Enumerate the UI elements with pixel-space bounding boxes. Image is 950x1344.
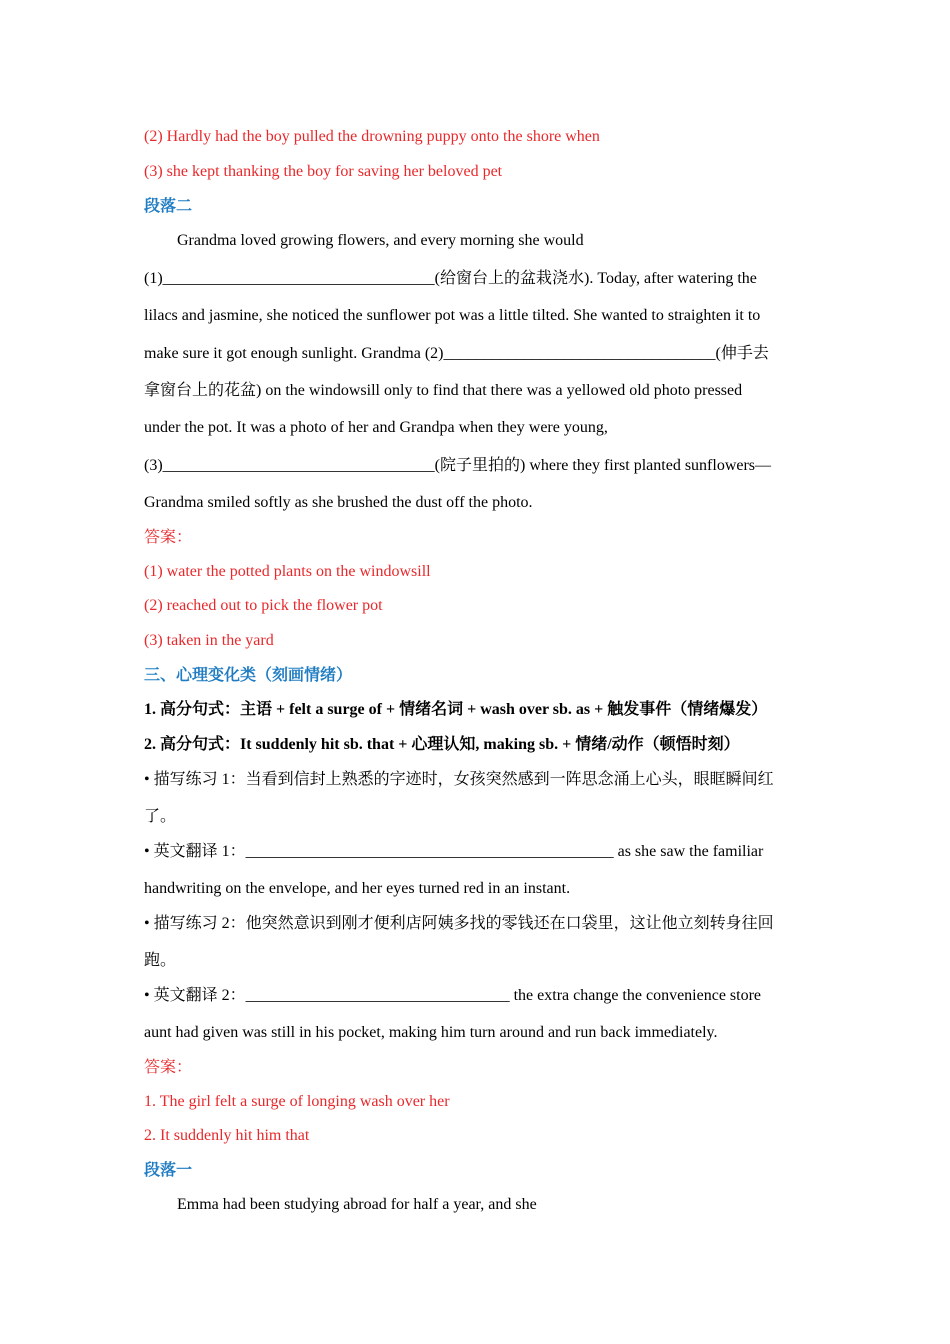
exercise-line: 了。: [144, 808, 177, 825]
answer-label: 答案：: [144, 1059, 193, 1076]
para2-text-line: lilacs and jasmine, she noticed the sunflower pot was a little tilted. She wanted to straighten it to: [144, 307, 761, 324]
translation-line: • 英文翻译 1：______________________________________________ as she saw the familiar: [144, 843, 764, 860]
section-heading-3: 三、心理变化类（刻画情绪）: [144, 667, 353, 684]
answer-line-3: (3) she kept thanking the boy for saving her beloved pet: [144, 163, 503, 180]
para2-text-line: under the pot. It was a photo of her and Grandpa when they were young,: [144, 419, 608, 436]
translation-line: handwriting on the envelope, and her eyes turned red in an instant.: [144, 880, 571, 897]
para1-text-line: Emma had been studying abroad for half a year, and she: [177, 1196, 537, 1213]
answer-item: (2) reached out to pick the flower pot: [144, 597, 383, 614]
exercise-line: 跑。: [144, 952, 177, 969]
section-heading-para2: 段落二: [144, 198, 193, 215]
para2-text-line: 拿窗台上的花盆) on the windowsill only to find that there was a yellowed old photo pressed: [144, 382, 743, 399]
sentence-pattern-1: 1. 高分句式：主语 + felt a surge of + 情绪名词 + wash over sb. as + 触发事件（情绪爆发）: [144, 701, 768, 718]
exercise-line: • 描写练习 2：他突然意识到刚才便利店阿姨多找的零钱还在口袋里，这让他立刻转身往回: [144, 915, 774, 932]
answer-item: (3) taken in the yard: [144, 632, 274, 649]
exercise-line: • 描写练习 1：当看到信封上熟悉的字迹时，女孩突然感到一阵思念涌上心头，眼眶瞬间红: [144, 771, 774, 788]
section-heading-para1: 段落一: [144, 1162, 193, 1179]
para2-text-line: Grandma smiled softly as she brushed the dust off the photo.: [144, 494, 533, 511]
para2-text-line: make sure it got enough sunlight. Grandma (2)__________________________________(伸手去: [144, 345, 769, 362]
translation-line: • 英文翻译 2：_________________________________ the extra change the convenience store: [144, 987, 762, 1004]
answer-item: (1) water the potted plants on the windowsill: [144, 563, 431, 580]
para2-text-line: (3)__________________________________(院子里拍的) where they first planted sunflowers—: [144, 457, 772, 474]
answer-label: 答案：: [144, 529, 193, 546]
para2-text-line: (1)__________________________________(给窗台上的盆栽浇水). Today, after watering the: [144, 270, 757, 287]
answer-item: 1. The girl felt a surge of longing wash over her: [144, 1093, 450, 1110]
answer-line-2: (2) Hardly had the boy pulled the drowning puppy onto the shore when: [144, 128, 600, 145]
sentence-pattern-2: 2. 高分句式：It suddenly hit sb. that + 心理认知, making sb. + 情绪/动作（顿悟时刻）: [144, 736, 740, 753]
para2-text-line: Grandma loved growing flowers, and every morning she would: [177, 232, 584, 249]
translation-line: aunt had given was still in his pocket, making him turn around and run back immediately.: [144, 1024, 718, 1041]
answer-item: 2. It suddenly hit him that: [144, 1127, 310, 1144]
